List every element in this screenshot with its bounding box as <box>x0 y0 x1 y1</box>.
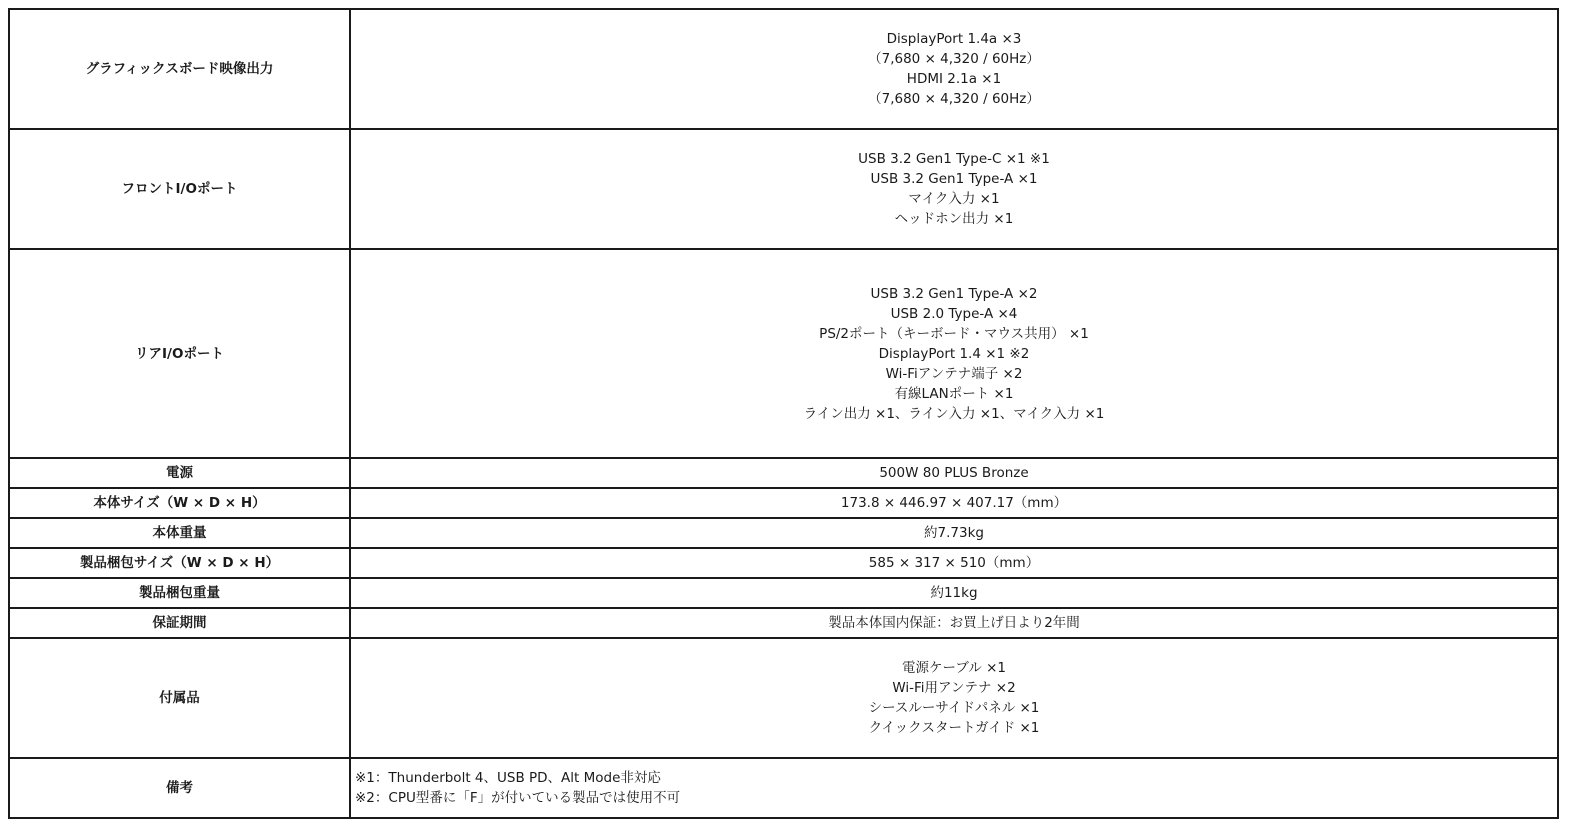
row-package-size <box>9 548 1558 578</box>
value-line: クイックスタートガイド ×1 <box>868 720 1040 736</box>
row-label: 本体重量 <box>9 518 350 548</box>
row-front-io <box>9 129 1558 249</box>
value-line: USB 3.2 Gen1 Type-C ×1 ※1 <box>858 151 1050 167</box>
value-line: USB 2.0 Type-A ×4 <box>890 305 1018 322</box>
row-label: リアI/Oポート <box>9 249 350 458</box>
row-body-size <box>9 488 1558 518</box>
row-value <box>350 488 1558 518</box>
value-line: 500W 80 PLUS Bronze <box>879 465 1029 481</box>
row-label: グラフィックスボード映像出力 <box>9 9 350 129</box>
row-value <box>350 518 1558 548</box>
value-line: 約11kg <box>930 585 978 601</box>
row-value <box>350 758 1558 818</box>
row-label: 電源 <box>9 458 350 488</box>
note-line: ※2：CPU型番に「F」が付いている製品では使用不可 <box>355 790 681 806</box>
row-label: 保証期間 <box>9 608 350 638</box>
value-line: DisplayPort 1.4a ×3 <box>886 31 1022 47</box>
value-line: 約7.73kg <box>924 525 984 541</box>
value-line: USB 3.2 Gen1 Type-A ×1 <box>870 171 1038 187</box>
row-graphics-output <box>9 9 1558 129</box>
value-line: マイク入力 ×1 <box>908 191 1000 207</box>
value-line: シースルーサイドパネル ×1 <box>868 700 1040 716</box>
row-body-weight <box>9 518 1558 548</box>
value-line: （7,680 × 4,320 / 60Hz） <box>868 51 1040 67</box>
value-line: PS/2ポート（キーボード・マウス共用） ×1 <box>819 325 1089 342</box>
row-label: 付属品 <box>9 638 350 758</box>
row-value <box>350 458 1558 488</box>
row-notes <box>9 758 1558 818</box>
row-value <box>350 249 1558 458</box>
value-line: Wi-Fi用アンテナ ×2 <box>892 680 1016 696</box>
row-label: フロントI/Oポート <box>9 129 350 249</box>
row-value <box>350 578 1558 608</box>
note-line: ※1：Thunderbolt 4、USB PD、Alt Mode非対応 <box>355 770 661 786</box>
row-value <box>350 548 1558 578</box>
row-package-weight <box>9 578 1558 608</box>
value-line: 173.8 × 446.97 × 407.17（mm） <box>840 495 1068 511</box>
value-line: ライン出力 ×1、ライン入力 ×1、マイク入力 ×1 <box>803 405 1105 422</box>
row-value <box>350 608 1558 638</box>
row-value <box>350 638 1558 758</box>
value-line: 電源ケーブル ×1 <box>902 660 1006 676</box>
value-line: ヘッドホン出力 ×1 <box>894 211 1014 227</box>
row-label: 本体サイズ（W × D × H） <box>9 488 350 518</box>
row-power <box>9 458 1558 488</box>
value-line: Wi-Fiアンテナ端子 ×2 <box>885 365 1023 382</box>
row-warranty <box>9 608 1558 638</box>
row-rear-io <box>9 249 1558 458</box>
value-line: （7,680 × 4,320 / 60Hz） <box>868 91 1040 107</box>
row-label: 備考 <box>9 758 350 818</box>
value-line: USB 3.2 Gen1 Type-A ×2 <box>870 285 1038 302</box>
row-value <box>350 129 1558 249</box>
value-line: 製品本体国内保証：お買上げ日より2年間 <box>828 615 1080 631</box>
value-line: HDMI 2.1a ×1 <box>906 71 1002 87</box>
value-line: DisplayPort 1.4 ×1 ※2 <box>878 345 1030 362</box>
value-line: 585 × 317 × 510（mm） <box>868 555 1040 571</box>
row-value <box>350 9 1558 129</box>
row-accessories <box>9 638 1558 758</box>
row-label: 製品梱包サイズ（W × D × H） <box>9 548 350 578</box>
value-line: 有線LANポート ×1 <box>894 385 1014 402</box>
row-label: 製品梱包重量 <box>9 578 350 608</box>
spec-table <box>8 8 1559 819</box>
